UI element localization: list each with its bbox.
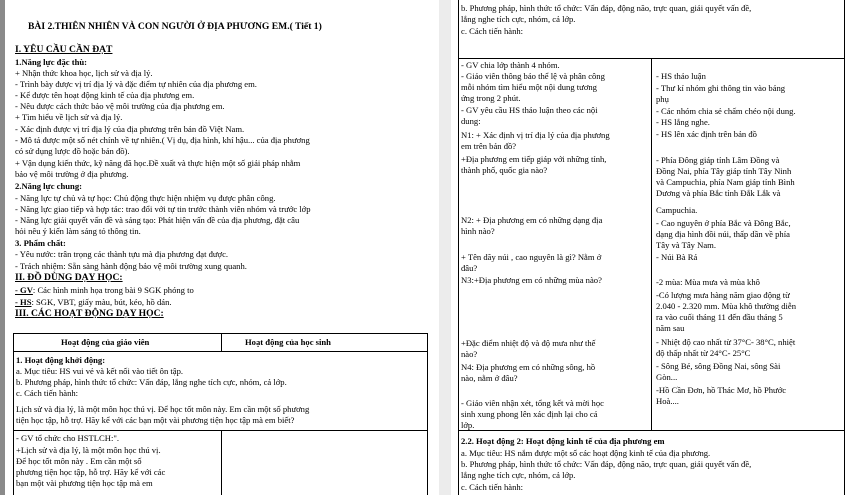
objective-line: - Năng lực giao tiếp và hợp tác: trao đổi với tự tin trước thành viên nhóm và trước lớp xyxy=(15,204,311,214)
objective-line: hỏi nêu ý kiến làm sáng tỏ thông tin. xyxy=(15,226,141,236)
warmup-activity-heading: 1. Hoạt động khởi động: xyxy=(16,355,106,365)
objective-line: - Trình bày được vị trí địa lý và đặc điểm tự nhiên của địa phương em. xyxy=(15,79,257,89)
student-step: - HS lắng nghe. xyxy=(656,117,710,127)
objective-line: - Năng lực giải quyết vấn đề và sáng tạo: Phát hiện vấn đề của địa phương, đặt câu xyxy=(15,215,300,225)
objective-line: - Năng lực tự chủ và tự học: Chủ động thực hiện nhiệm vụ được phân công. xyxy=(15,193,276,203)
right-page xyxy=(451,0,851,495)
student-answer: - Núi Bà Rá xyxy=(656,252,698,262)
student-step: - Thư kí nhóm ghi thông tin vào bảng xyxy=(656,83,786,93)
activity-text: c. Cách tiến hành: xyxy=(461,482,524,492)
student-activity-column-header: Hoạt động của học sinh xyxy=(245,337,331,347)
student-answer: -Có lượng mưa hàng năm giao động từ xyxy=(656,290,790,300)
activity-text: a. Mục tiêu: HS nắm được một số các hoạt động kinh tế của địa phương. xyxy=(461,448,711,458)
group-question: em trên bản đồ? xyxy=(461,141,517,151)
student-answer: Tây và Tây Nam. xyxy=(656,240,716,250)
student-answer: năm sau xyxy=(656,323,685,333)
method-line: lắng nghe tích cực, nhóm, cả lớp. xyxy=(461,14,576,24)
table-text: c. Cách tiến hành: xyxy=(16,388,79,398)
student-answer: -2 mùa: Mùa mưa và mùa khô xyxy=(656,277,760,287)
student-answer: Đồng Nai, phía Tây giáp tỉnh Tây Ninh xyxy=(656,166,792,176)
teacher-step: - Giáo viên thông báo thể lệ và phân công xyxy=(461,71,605,81)
student-answer: - Cao nguyên ở phía Bắc và Đông Bắc, xyxy=(656,218,791,228)
objective-line: - Yêu nước: trân trọng các thành tựu mà địa phương đạt được. xyxy=(15,249,229,259)
teacher-step: - Giáo viên nhận xét, tổng kết và mời học xyxy=(461,398,604,408)
group-question: N4: Địa phương em có những sông, hồ xyxy=(461,362,596,372)
student-answer: 2.040 - 2.320 mm. Mùa khô thường diễn xyxy=(656,301,797,311)
table-text: a. Mục tiêu: HS vui vẻ và kết nối vào tiết ôn tập. xyxy=(16,366,184,376)
student-answer: Campuchia. xyxy=(656,205,698,215)
table-text: +Lịch sử và địa lý, là một môn học thú vị. xyxy=(16,445,161,455)
objective-line: + Vận dụng kiến thức, kỹ năng đã học.Đề xuất và thực hiện một số giải pháp nhằm xyxy=(15,158,301,168)
table-text: phương tiện học tập, hỗ trợ. Hãy kể với các xyxy=(16,467,166,477)
objective-line: - Kể được tên hoạt động kinh tế của địa phương em. xyxy=(15,90,195,100)
left-page xyxy=(5,0,439,495)
group-question: N1: + Xác định vị trí địa lý của địa phương xyxy=(461,130,610,140)
student-answer: - Phía Đông giáp tỉnh Lâm Đồng và xyxy=(656,155,780,165)
group-question: N3:+Địa phương em có những mùa nào? xyxy=(461,275,602,285)
student-answer: Hoà.... xyxy=(656,396,679,406)
objective-line: - Trách nhiệm: Sẵn sàng hành động bảo vệ môi trường xung quanh. xyxy=(15,261,247,271)
general-competence-heading: 2.Năng lực chung: xyxy=(15,181,82,191)
objective-line: bảo vệ môi trường ở địa phương. xyxy=(15,169,129,179)
group-question: thành phố, quốc gia nào? xyxy=(461,165,548,175)
group-question: nào? xyxy=(461,349,478,359)
group-question: +Địa phương em tiếp giáp với những tỉnh, xyxy=(461,154,607,164)
teacher-step: ứng trong 2 phút. xyxy=(461,93,521,103)
student-answer: ra vào cuối tháng 11 đến đầu tháng 5 xyxy=(656,312,783,322)
group-question: hình nào? xyxy=(461,226,495,236)
student-answer: và Campuchia, phía Nam giáp tỉnh Bình xyxy=(656,177,795,187)
teacher-materials-line: - GV: Các hình minh họa trong bài 9 SGK phóng to xyxy=(15,285,194,295)
objective-line: + Tìm hiểu về lịch sử và địa lý. xyxy=(15,112,123,122)
economic-activity-heading: 2.2. Hoạt động 2: Hoạt động kinh tế của địa phương em xyxy=(461,436,665,446)
teacher-step: lớp. xyxy=(461,420,475,430)
group-question: đâu? xyxy=(461,263,478,273)
group-question: N2: + Địa phương em có những dạng địa xyxy=(461,215,603,225)
student-answer: dạng địa hình đồi núi, thấp dần về phía xyxy=(656,229,790,239)
group-question: nào, nằm ở đâu? xyxy=(461,373,518,383)
table-text: Lịch sử và địa lý, là một môn học thú vị. Để học tốt môn này. Em cần một số phương xyxy=(16,404,310,414)
student-step: phụ xyxy=(656,94,669,104)
page-gap xyxy=(439,0,451,495)
objective-line: - Nêu được cách thức bảo vệ môi trường của địa phương em. xyxy=(15,101,225,111)
table-text: - GV tổ chức cho HSTLCH:". xyxy=(16,433,120,443)
table-text: bạn một vài phương tiện học tập mà em xyxy=(16,478,153,488)
teacher-activity-column-header: Hoạt động của giáo viên xyxy=(61,337,150,347)
teacher-step: - GV yêu cầu HS thảo luận theo các nội xyxy=(461,105,598,115)
student-step: - HS thảo luận xyxy=(656,71,706,81)
section-activities-heading: III. CÁC HOẠT ĐỘNG DẠY HỌC: xyxy=(15,308,164,319)
student-step: - Các nhóm chia sẻ chấm chéo nội dung. xyxy=(656,106,796,116)
table-text: Để học tốt môn này . Em cần một số xyxy=(16,456,142,466)
lesson-title: BÀI 2.THIÊN NHIÊN VÀ CON NGƯỜI Ở ĐỊA PHƯƠNG EM.( Tiết 1) xyxy=(28,21,322,32)
group-question: +Đặc điểm nhiệt độ và độ mưa như thế xyxy=(461,338,596,348)
section-objectives-heading: I. YÊU CẦU CẦN ĐẠT xyxy=(15,44,113,55)
teacher-step: sinh xung phong lên xác định lại cho cả xyxy=(461,409,598,419)
teacher-step: mỗi nhóm tìm hiểu một nội dung tương xyxy=(461,82,597,92)
procedure-label: c. Cách tiến hành: xyxy=(461,26,524,36)
objective-line: - Xác định được vị trí địa lý của địa phương trên bản đồ Việt Nam. xyxy=(15,124,245,134)
teacher-step: dung: xyxy=(461,116,481,126)
table-text: b. Phương pháp, hình thức tổ chức: Vấn đáp, lắng nghe tích cực, nhóm, cả lớp. xyxy=(16,377,287,387)
group-question: + Tên dãy núi , cao nguyên là gì? Nằm ở xyxy=(461,252,602,262)
method-line: b. Phương pháp, hình thức tổ chức: Vấn đáp, động não, trực quan, giải quyết vấn đề, xyxy=(461,3,752,13)
objective-line: - Mô tả được một số nét chính về tự nhiên.( Vị dụ, địa hình, khí hậu... của địa phương xyxy=(15,135,310,145)
student-answer: độ thấp nhất từ 24°C- 25°C xyxy=(656,348,751,358)
student-answer: Gòn... xyxy=(656,372,678,382)
activity-text: b. Phương pháp, hình thức tổ chức: Vấn đáp, động não, trực quan, giải quyết vấn đề, xyxy=(461,459,752,469)
activity-text: lắng nghe tích cực, nhóm, cả lớp. xyxy=(461,470,576,480)
qualities-heading: 3. Phẩm chất: xyxy=(15,238,66,248)
student-materials-line: - HS: SGK, VBT, giấy màu, bút, kéo, hồ dán. xyxy=(15,297,172,307)
section-materials-heading: II. ĐỒ DÙNG DẠY HỌC: xyxy=(15,272,123,283)
student-answer: -Hồ Cần Đơn, hồ Thác Mơ, hồ Phước xyxy=(656,385,787,395)
student-answer: - Nhiệt độ cao nhất từ 37°C- 38°C, nhiệt xyxy=(656,337,796,347)
student-step: - HS lên xác định trên bản đồ xyxy=(656,129,757,139)
teacher-step: - GV chia lớp thành 4 nhóm. xyxy=(461,60,560,70)
objective-line: + Nhận thức khoa học, lịch sử và địa lý. xyxy=(15,68,153,78)
student-answer: Dương và phía Bắc tỉnh Đắk Lắk và xyxy=(656,188,781,198)
objective-line: có sử dụng lược đồ hoặc bản đồ). xyxy=(15,146,130,156)
student-answer: - Sông Bé, sông Đồng Nai, sông Sài xyxy=(656,361,781,371)
specific-competence-heading: 1.Năng lực đặc thù: xyxy=(15,57,88,67)
table-text: tiện học tập, hỗ trợ. Hãy kể với các bạn một vài phương tiện học tập mà em biết? xyxy=(16,415,295,425)
